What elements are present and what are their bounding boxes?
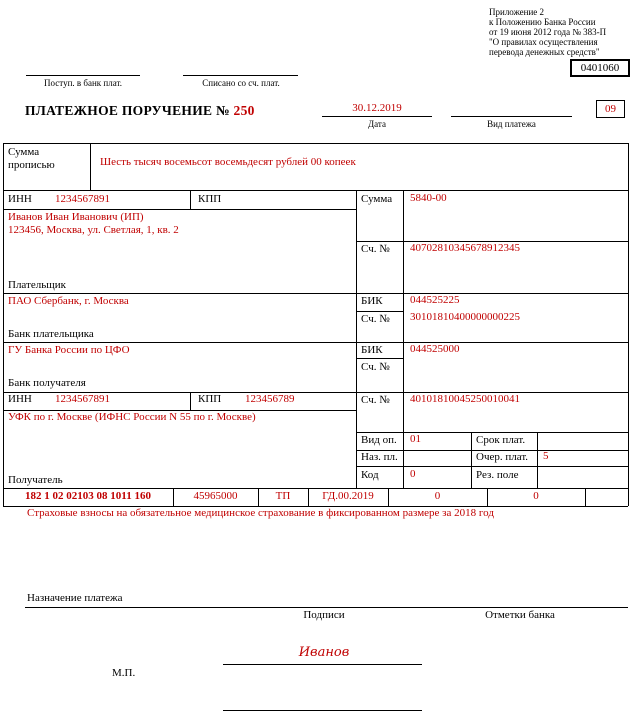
payer-inn-label: ИНН: [8, 193, 32, 205]
payer-bank-name: ПАО Сбербанк, г. Москва: [8, 295, 129, 307]
reserve-label: Рез. поле: [476, 469, 519, 481]
payer-bank-account-label: Сч. №: [361, 313, 390, 325]
purpose-text: Страховые взносы на обязательное медицинское страхование в фиксированном размере за 2018 год: [27, 507, 494, 519]
received-line: [26, 75, 140, 76]
grid-line: [356, 432, 628, 433]
amount-label: Сумма: [361, 193, 393, 205]
code-value: 0: [410, 468, 416, 480]
appendix-line: к Положению Банка России: [489, 17, 596, 27]
document-number: 250: [233, 103, 255, 118]
grid-line: [356, 466, 628, 467]
grid-line: [537, 432, 538, 488]
grid-line: [356, 358, 403, 359]
payer-kpp-label: КПП: [198, 193, 222, 205]
amount-value: 5840-00: [410, 192, 447, 204]
grid-line: [3, 293, 628, 294]
appendix-line: Приложение 2: [489, 7, 545, 17]
form-code: 0401060: [580, 62, 620, 74]
status-code: 09: [605, 103, 616, 115]
debited-line: [183, 75, 298, 76]
grid-line: [3, 488, 628, 489]
beneficiary-bank-bik-label: БИК: [361, 344, 383, 356]
grid-line: [90, 143, 91, 190]
appendix-line: "О правилах осуществления: [489, 37, 598, 47]
beneficiary-account-value: 40101810045250010041: [410, 393, 520, 405]
payer-bank-account-value: 30101810400000000225: [410, 311, 520, 323]
purpose-code-label: Наз. пл.: [361, 451, 398, 463]
beneficiary-bank-bik-value: 044525000: [410, 343, 460, 355]
bank-marks-label: Отметки банка: [485, 609, 555, 621]
date-line: [322, 116, 432, 117]
stamp-label: М.П.: [112, 667, 136, 679]
doc-date-value: 0: [533, 490, 539, 502]
payer-inn-value: 1234567891: [55, 193, 110, 205]
beneficiary-bank-account-label: Сч. №: [361, 361, 390, 373]
payer-bank-bik-value: 044525225: [410, 294, 460, 306]
op-type-value: 01: [410, 433, 421, 445]
title-label: ПЛАТЕЖНОЕ ПОРУЧЕНИЕ №: [25, 103, 234, 118]
grid-line: [585, 488, 586, 506]
purpose-section-label: Назначение платежа: [27, 592, 123, 604]
beneficiary-account-label: Сч. №: [361, 394, 390, 406]
grid-line: [3, 209, 356, 210]
payment-type-line: [451, 116, 572, 117]
grid-line: [3, 342, 628, 343]
payer-name: Иванов Иван Иванович (ИП): [8, 211, 144, 223]
signatures-label: Подписи: [303, 609, 345, 621]
code-label: Код: [361, 469, 379, 481]
signature-line-2: [223, 710, 422, 711]
beneficiary-bank-name: ГУ Банка России по ЦФО: [8, 344, 130, 356]
grid-line: [403, 190, 404, 488]
purpose-line: [25, 607, 628, 608]
appendix-line: перевода денежных средств": [489, 47, 600, 57]
kbk-value: 182 1 02 02103 08 1011 160: [25, 490, 151, 502]
appendix-note: [489, 7, 606, 57]
grid-line: [3, 143, 4, 506]
grid-line: [190, 392, 191, 410]
beneficiary-bank-section-label: Банк получателя: [8, 377, 86, 389]
op-type-label: Вид оп.: [361, 434, 397, 446]
grid-line: [471, 432, 472, 488]
status-code-box: [596, 100, 625, 118]
priority-label: Очер. плат.: [476, 451, 529, 463]
oktmo-value: 45965000: [193, 490, 238, 502]
payer-section-label: Плательщик: [8, 279, 66, 291]
form-code-box: [570, 59, 630, 77]
beneficiary-kpp-label: КПП: [198, 393, 222, 405]
payer-account-value: 40702810345678912345: [410, 242, 520, 254]
grid-line: [356, 190, 357, 488]
payer-bank-section-label: Банк плательщика: [8, 328, 94, 340]
tax-period-value: ГД.00.2019: [322, 490, 374, 502]
amount-words-value: Шесть тысяч восемьсот восемьдесят рублей 00 копеек: [100, 156, 356, 168]
payer-bank-bik-label: БИК: [361, 295, 383, 307]
grid-line: [356, 311, 403, 312]
document-title: [25, 103, 255, 119]
signature-line-1: [223, 664, 422, 665]
term-label: Срок плат.: [476, 434, 526, 446]
payment-basis-value: ТП: [275, 490, 291, 502]
payment-type-label: Вид платежа: [487, 119, 536, 129]
doc-number-value: 0: [434, 490, 441, 502]
date-value: 30.12.2019: [352, 102, 402, 114]
appendix-line: от 19 июня 2012 года № 383-П: [489, 27, 607, 37]
beneficiary-inn-value: 1234567891: [55, 393, 110, 405]
received-label: Поступ. в банк плат.: [44, 78, 122, 88]
beneficiary-kpp-value: 123456789: [245, 393, 295, 405]
grid-line: [3, 143, 628, 144]
payer-address: 123456, Москва, ул. Светлая, 1, кв. 2: [8, 224, 179, 236]
debited-label: Списано со сч. плат.: [202, 78, 280, 88]
date-label: Дата: [368, 119, 386, 129]
beneficiary-section-label: Получатель: [8, 474, 63, 486]
payer-account-label: Сч. №: [361, 243, 390, 255]
grid-line: [3, 190, 628, 191]
beneficiary-inn-label: ИНН: [8, 393, 32, 405]
grid-line: [628, 143, 629, 506]
grid-line: [190, 190, 191, 209]
signature: Иванов: [298, 645, 350, 660]
beneficiary-name: УФК по г. Москве (ИФНС России N 55 по г. Москве): [8, 411, 256, 423]
amount-words-label: Сумма прописью: [8, 146, 55, 171]
priority-value: 5: [543, 450, 549, 462]
